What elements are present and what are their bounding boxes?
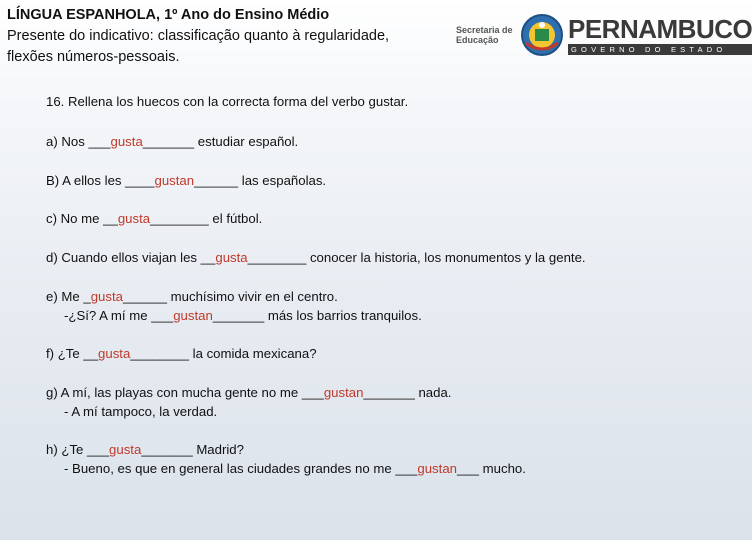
answer-text: gustan [417, 461, 457, 476]
exercise-item-c [46, 211, 262, 226]
exercise-item-d [46, 250, 586, 265]
exercise-instruction: 16. Rellena los huecos con la correcta forma del verbo gustar. [46, 94, 409, 109]
secretaria-line2: Educação [456, 35, 499, 45]
answer-text: gusta [98, 346, 131, 361]
item-text: ______ muchísimo vivir en el centro. [122, 289, 338, 304]
exercise-item-f [46, 346, 317, 361]
item-text: _______ nada. [363, 385, 452, 400]
item-text: ______ las españolas. [194, 173, 327, 188]
item-text: - Bueno, es que en general las ciudades grandes no me ___ [64, 461, 418, 476]
brand-subtitle: GOVERNO DO ESTADO [568, 44, 752, 55]
exercise-item-e [46, 289, 338, 304]
slide-subtitle-line2: flexões números-pessoais. [7, 49, 180, 65]
item-text: e) Me _ [46, 289, 91, 304]
answer-text: gustan [173, 308, 213, 323]
item-text: a) Nos ___ [46, 134, 111, 149]
brand [568, 15, 752, 55]
exercise-item-g [46, 385, 451, 400]
item-text: f) ¿Te __ [46, 346, 99, 361]
item-text: ___ mucho. [457, 461, 526, 476]
item-text: g) A mí, las playas con mucha gente no me ___ [46, 385, 324, 400]
exercise-item-e-reply [46, 308, 422, 323]
item-text: _______ estudiar español. [142, 134, 299, 149]
item-text: -¿Sí? A mí me ___ [64, 308, 174, 323]
exercise-item-g-reply [46, 404, 217, 419]
item-text: ________ conocer la historia, los monumentos y la gente. [247, 250, 586, 265]
slide-title: LÍNGUA ESPANHOLA, 1º Ano do Ensino Médio [7, 7, 330, 23]
answer-text: gusta [109, 442, 142, 457]
secretaria-line1: Secretaria de [456, 25, 513, 35]
secretaria-label [456, 25, 518, 45]
item-text: c) No me __ [46, 211, 118, 226]
exercise-item-h [46, 442, 244, 457]
item-text: ________ la comida mexicana? [130, 346, 317, 361]
exercise-item-h-reply [46, 461, 526, 476]
item-text: _______ Madrid? [141, 442, 244, 457]
item-text: d) Cuando ellos viajan les __ [46, 250, 216, 265]
answer-text: gusta [117, 211, 151, 226]
answer-text: gusta [110, 134, 143, 149]
exercise-item-a [46, 134, 298, 149]
answer-text: gusta [90, 289, 123, 304]
item-text: B) A ellos les ____ [46, 173, 155, 188]
state-seal-icon [520, 13, 564, 57]
brand-name: PERNAMBUCO [568, 14, 752, 44]
item-text: h) ¿Te ___ [46, 442, 110, 457]
slide-header [0, 0, 752, 72]
exercise-item-b [46, 173, 326, 188]
item-text: _______ más los barrios tranquilos. [212, 308, 422, 323]
slide-subtitle-line1: Presente do indicativo: classificação quanto à regularidade, [7, 28, 390, 44]
answer-text: gustan [323, 385, 364, 400]
item-text: - A mí tampoco, la verdad. [64, 404, 218, 419]
government-logo [456, 12, 752, 58]
answer-text: gustan [154, 173, 195, 188]
answer-text: gusta [215, 250, 248, 265]
item-text: ________ el fútbol. [150, 211, 263, 226]
title-block [7, 5, 389, 68]
